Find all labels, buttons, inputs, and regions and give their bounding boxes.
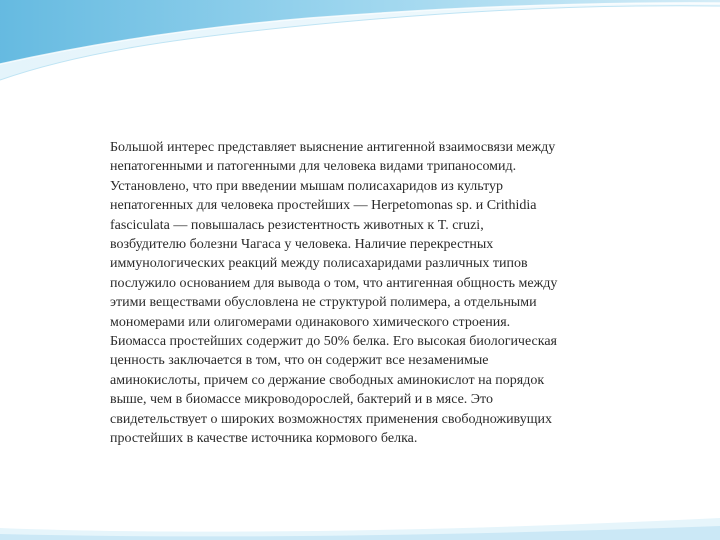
text-line: выше, чем в биомассе микроводорослей, бактерий и в мясе. Это: [110, 392, 493, 408]
text-line: иммунологических реакций между полисахаридами различных типов: [110, 256, 528, 272]
text-line: непатогенных для человека простейших — Herpetomonas sp. и Crithidia: [110, 198, 537, 214]
text-line: свидетельствует о широких возможностях применения свободноживущих: [110, 411, 552, 427]
text-line: Биомасса простейших содержит до 50% белка. Его высокая биологическая: [110, 334, 557, 350]
bottom-wave-decoration: [0, 510, 720, 540]
text-line: Установлено, что при введении мышам полисахаридов из культур: [110, 178, 504, 194]
text-line: простейших в качестве источника кормового белка.: [110, 431, 418, 447]
body-paragraph: [110, 138, 630, 449]
top-wave-decoration: [0, 0, 720, 100]
text-line: мономерами или олигомерами одинакового химического строения.: [110, 314, 511, 330]
text-line: ценность заключается в том, что он содержит все незаменимые: [110, 353, 489, 369]
text-line: fasciculata — повышалась резистентность животных к T. cruzi,: [110, 217, 484, 233]
text-line: этими веществами обусловлена не структурой полимера, а отдельными: [110, 295, 537, 311]
text-line: аминокислоты, причем со держание свободных аминокислот на порядок: [110, 372, 545, 388]
text-line: непатогенными и патогенными для человека видами трипаносомид.: [110, 159, 517, 175]
text-line: Большой интерес представляет выяснение антигенной взаимосвязи между: [110, 140, 556, 155]
text-line: возбудителю болезни Чагаса у человека. Наличие перекрестных: [110, 237, 494, 253]
text-line: послужило основанием для вывода о том, что антигенная общность между: [110, 275, 558, 291]
